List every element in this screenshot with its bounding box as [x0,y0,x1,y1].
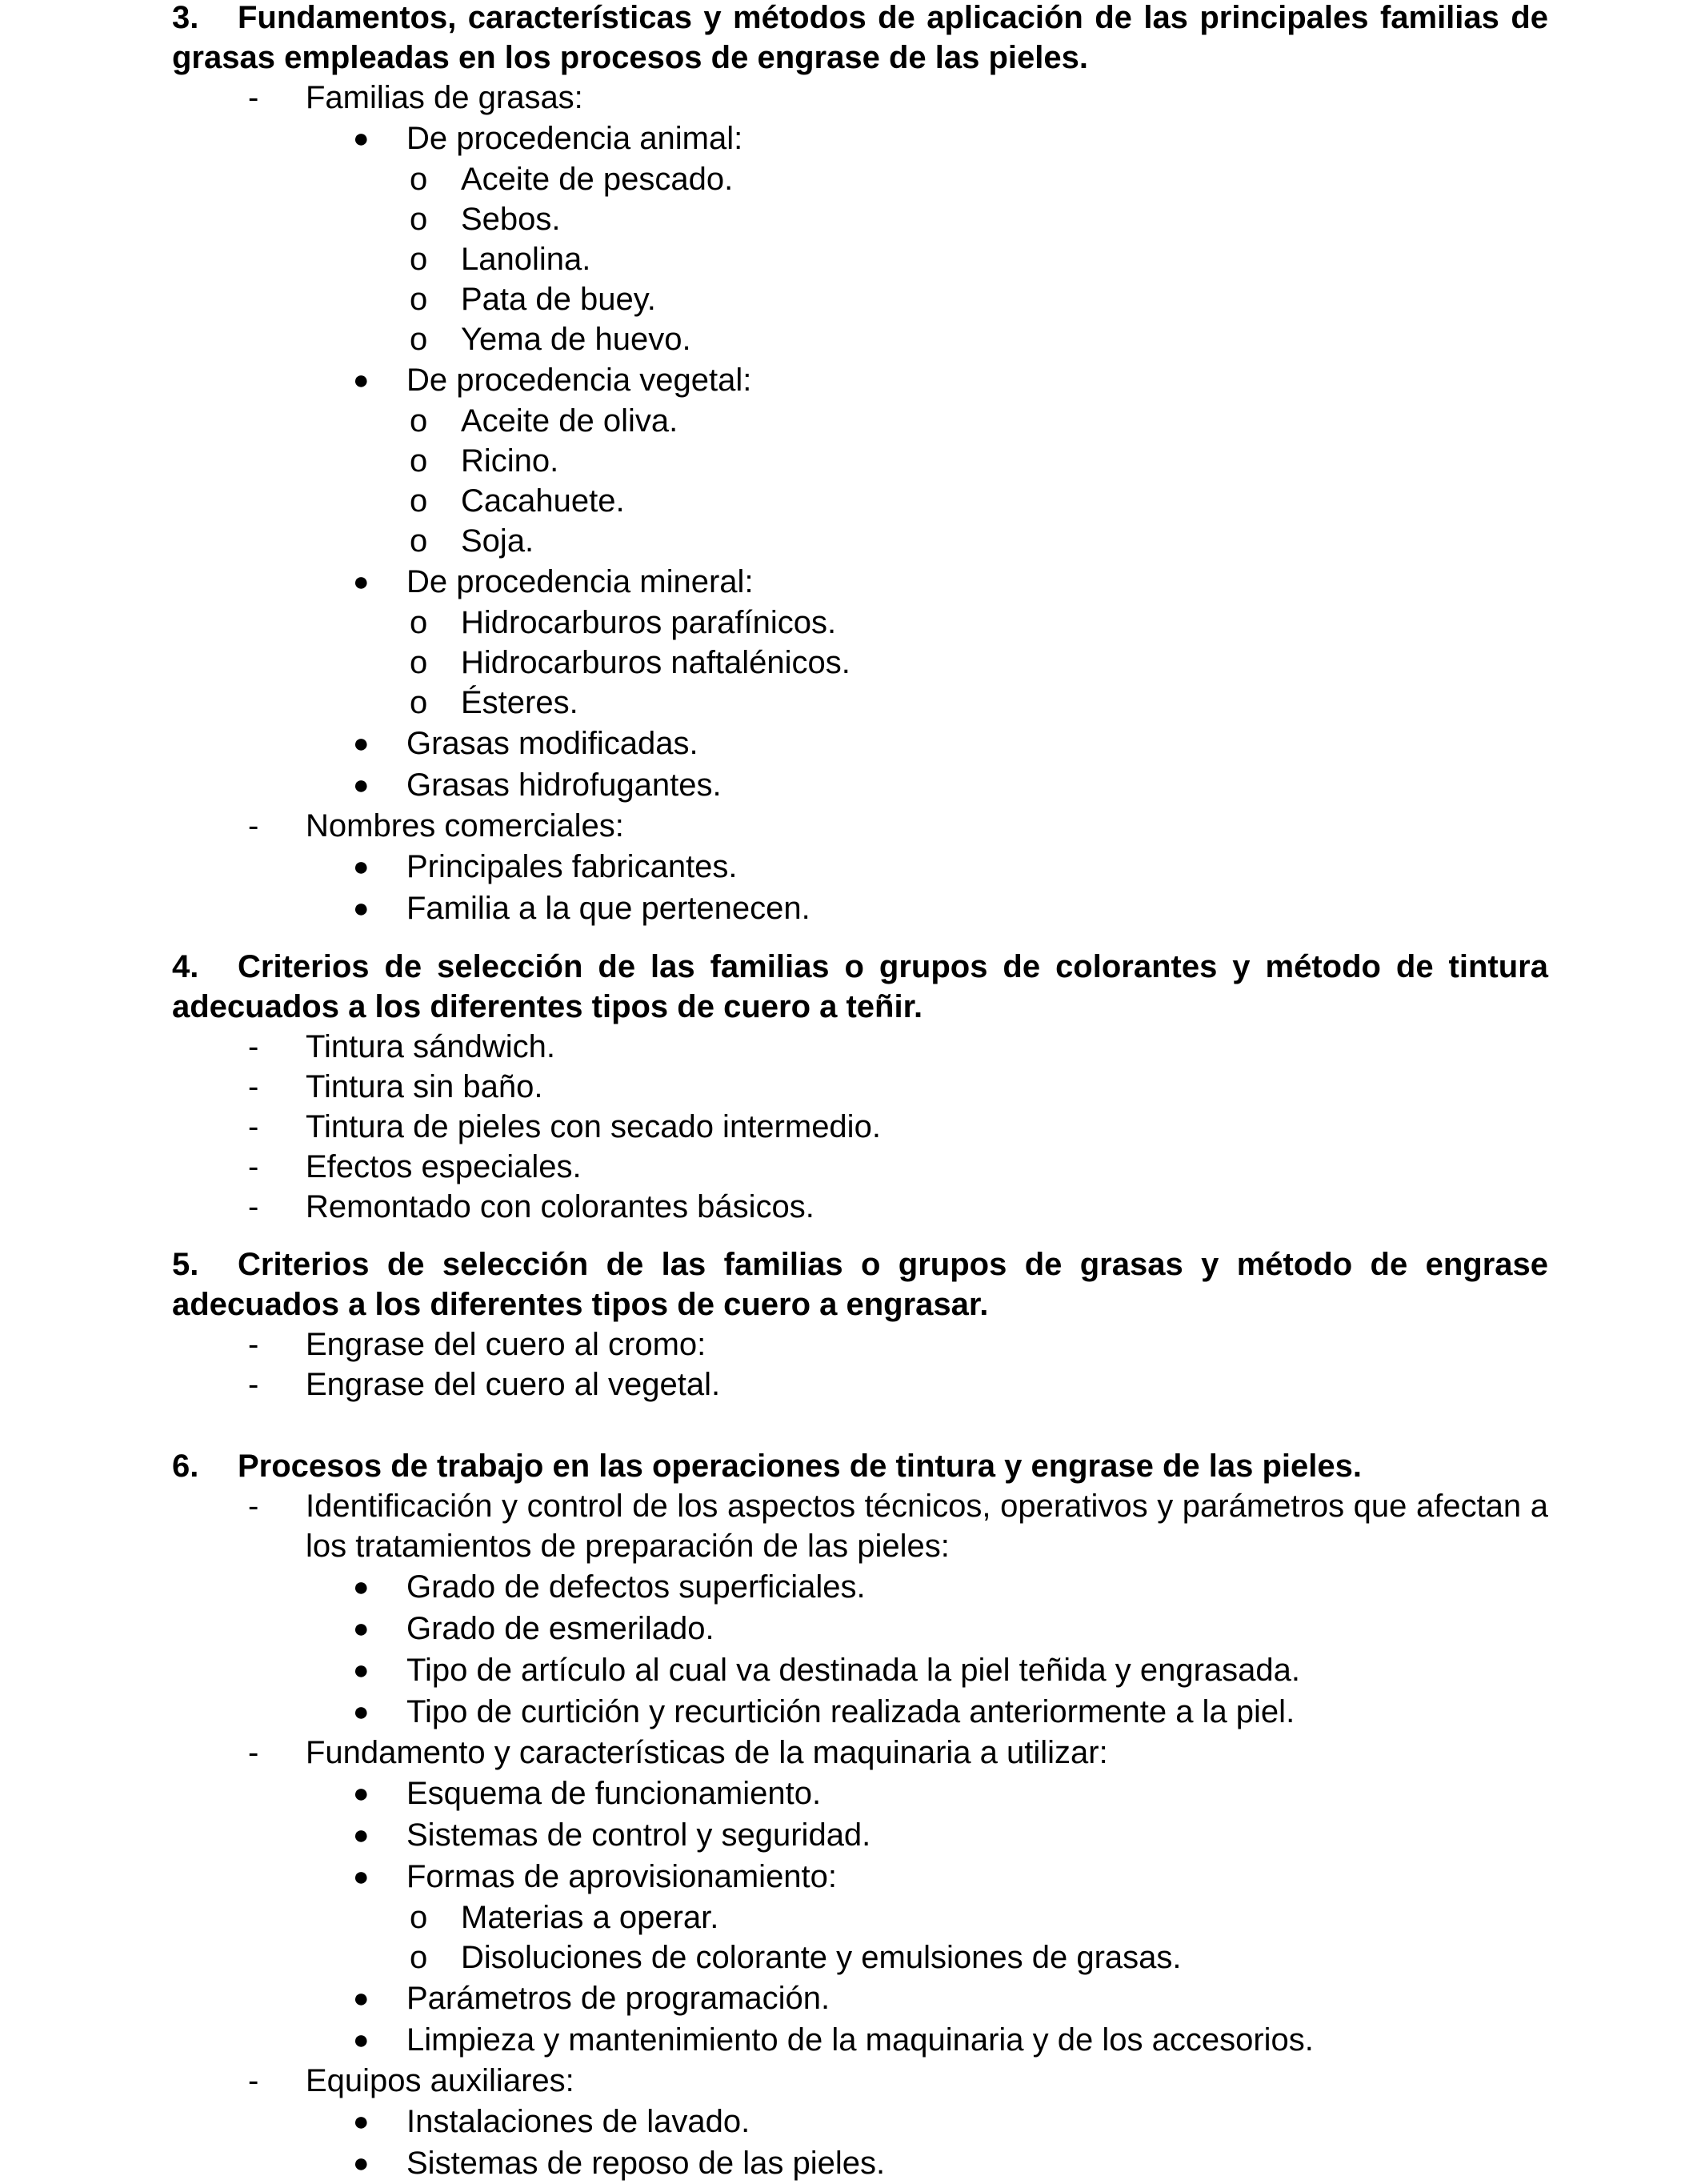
bullet-item [172,1814,1548,1856]
bullet-icon: ● [353,1778,370,1809]
circle-icon: o [410,685,428,720]
dash-item [172,78,1548,118]
circle-item [172,401,1548,441]
circle-icon: o [410,242,428,277]
bullet-item [172,2101,1548,2142]
bullet-icon: ● [353,1861,370,1892]
item-text: Ésteres. [461,685,578,720]
bullet-item [172,1608,1548,1649]
section-title: Fundamentos, características y métodos de aplicación de las principales familias de grasas empleadas en los procesos de engrase de las pieles. [172,0,1548,75]
bullet-item [172,1978,1548,2019]
dash-marker: - [248,808,259,844]
item-text: Engrase del cuero al vegetal. [306,1367,721,1402]
document-page [172,0,1548,2184]
dash-marker: - [248,1735,259,1770]
dash-item [172,1027,1548,1067]
bullet-item [172,846,1548,888]
dash-marker: - [248,1149,259,1184]
item-text: Engrase del cuero al cromo: [306,1327,706,1362]
item-text: Familias de grasas: [306,80,583,115]
circle-icon: o [410,605,428,640]
item-text: De procedencia animal: [406,121,743,156]
dash-marker: - [248,1489,259,1524]
bullet-icon: ● [353,2106,370,2137]
dash-item [172,1324,1548,1364]
item-text: Remontado con colorantes básicos. [306,1189,814,1224]
circle-icon: o [410,1900,428,1935]
item-text: Tintura sin baño. [306,1069,543,1104]
dash-item [172,1364,1548,1405]
bullet-item [172,1566,1548,1608]
circle-item [172,279,1548,319]
section-heading [172,1244,1548,1324]
bullet-icon: ● [353,123,370,154]
circle-item [172,239,1548,279]
item-text: Cacahuete. [461,483,625,519]
section-4 [172,947,1548,1227]
circle-item [172,643,1548,683]
item-text: Grado de defectos superficiales. [406,1569,866,1605]
circle-item [172,159,1548,199]
section-number: 3. [172,0,199,35]
item-text: Formas de aprovisionamiento: [406,1859,838,1894]
bullet-icon: ● [353,893,370,924]
bullet-item [172,1649,1548,1691]
bullet-item [172,1773,1548,1814]
bullet-item [172,1691,1548,1733]
circle-item [172,603,1548,643]
circle-item [172,1897,1548,1938]
bullet-item [172,888,1548,929]
bullet-icon: ● [353,1572,370,1602]
dash-marker: - [248,1069,259,1104]
item-text: Grasas hidrofugantes. [406,767,722,803]
dash-item [172,1147,1548,1187]
bullet-icon: ● [353,2148,370,2178]
circle-icon: o [410,403,428,439]
item-text: Hidrocarburos naftalénicos. [461,645,850,680]
item-text: Instalaciones de lavado. [406,2104,750,2139]
dash-item [172,806,1548,846]
bullet-item [172,1856,1548,1897]
item-text: Aceite de oliva. [461,403,678,439]
dash-item [172,1486,1548,1566]
item-text: Familia a la que pertenecen. [406,891,810,926]
dash-item [172,1187,1548,1227]
item-text: De procedencia vegetal: [406,363,752,398]
bullet-icon: ● [353,1655,370,1685]
circle-item [172,683,1548,723]
bullet-icon: ● [353,365,370,395]
dash-marker: - [248,1109,259,1144]
circle-icon: o [410,282,428,317]
section-heading [172,947,1548,1027]
section-title: Criterios de selección de las familias o grupos de grasas y método de engrase adecuados a los diferentes tipos de cuero a engrasar. [172,1247,1548,1322]
item-text: Soja. [461,523,534,559]
dash-item [172,1067,1548,1107]
circle-icon: o [410,1940,428,1975]
bullet-item [172,2142,1548,2184]
section-3 [172,0,1548,929]
dash-marker: - [248,80,259,115]
item-text: Nombres comerciales: [306,808,624,844]
section-heading [172,0,1548,78]
item-text: Principales fabricantes. [406,849,738,884]
section-title: Criterios de selección de las familias o grupos de colorantes y método de tintura adecuados a los diferentes tipos de cuero a teñir. [172,949,1548,1024]
dash-item [172,2061,1548,2101]
circle-icon: o [410,202,428,237]
item-text: Parámetros de programación. [406,1981,830,2016]
item-text: Hidrocarburos parafínicos. [461,605,837,640]
bullet-item [172,2019,1548,2061]
section-5 [172,1244,1548,1405]
section-heading [172,1446,1548,1486]
dash-item [172,1733,1548,1773]
item-text: Tintura sándwich. [306,1029,555,1064]
dash-marker: - [248,1367,259,1402]
bullet-icon: ● [353,852,370,882]
item-text: Disoluciones de colorante y emulsiones de grasas. [461,1940,1182,1975]
bullet-icon: ● [353,1613,370,1644]
dash-marker: - [248,1327,259,1362]
item-text: De procedencia mineral: [406,564,754,599]
circle-item [172,441,1548,481]
item-text: Grasas modificadas. [406,726,698,761]
section-number: 6. [172,1449,199,1484]
item-text: Ricino. [461,443,559,479]
bullet-item [172,561,1548,603]
item-text: Yema de huevo. [461,322,691,357]
bullet-icon: ● [353,728,370,759]
dash-marker: - [248,2063,259,2098]
circle-item [172,521,1548,561]
circle-icon: o [410,645,428,680]
item-text: Limpieza y mantenimiento de la maquinaria y de los accesorios. [406,2022,1314,2058]
bullet-item [172,764,1548,806]
dash-item [172,1107,1548,1147]
bullet-item [172,723,1548,764]
bullet-icon: ● [353,770,370,800]
section-6 [172,1446,1548,2184]
circle-item [172,319,1548,359]
bullet-item [172,118,1548,159]
item-text: Materias a operar. [461,1900,719,1935]
item-text: Equipos auxiliares: [306,2063,574,2098]
circle-item [172,199,1548,239]
item-text: Tipo de artículo al cual va destinada la piel teñida y engrasada. [406,1653,1301,1688]
dash-marker: - [248,1029,259,1064]
circle-icon: o [410,162,428,197]
bullet-icon: ● [353,567,370,597]
bullet-icon: ● [353,1820,370,1850]
item-text: Pata de buey. [461,282,656,317]
item-text: Sebos. [461,202,561,237]
item-text: Lanolina. [461,242,591,277]
item-text: Sistemas de control y seguridad. [406,1817,871,1853]
item-text: Aceite de pescado. [461,162,734,197]
section-number: 5. [172,1247,199,1282]
item-text: Sistemas de reposo de las pieles. [406,2146,886,2181]
circle-icon: o [410,322,428,357]
dash-marker: - [248,1189,259,1224]
item-text: Esquema de funcionamiento. [406,1776,822,1811]
bullet-item [172,359,1548,401]
circle-icon: o [410,443,428,479]
bullet-icon: ● [353,1983,370,2014]
item-text: Efectos especiales. [306,1149,582,1184]
item-text: Grado de esmerilado. [406,1611,714,1646]
bullet-icon: ● [353,1697,370,1727]
item-text: Tintura de pieles con secado intermedio. [306,1109,881,1144]
circle-icon: o [410,523,428,559]
circle-item [172,481,1548,521]
item-text: Tipo de curtición y recurtición realizada anteriormente a la piel. [406,1694,1295,1729]
section-title: Procesos de trabajo en las operaciones de tintura y engrase de las pieles. [238,1449,1362,1484]
section-number: 4. [172,949,199,984]
circle-item [172,1938,1548,1978]
item-text: Fundamento y características de la maquinaria a utilizar: [306,1735,1108,1770]
circle-icon: o [410,483,428,519]
bullet-icon: ● [353,2025,370,2055]
item-text: Identificación y control de los aspectos técnicos, operativos y parámetros que afectan a los tratamientos de preparación de las pieles: [306,1489,1548,1564]
